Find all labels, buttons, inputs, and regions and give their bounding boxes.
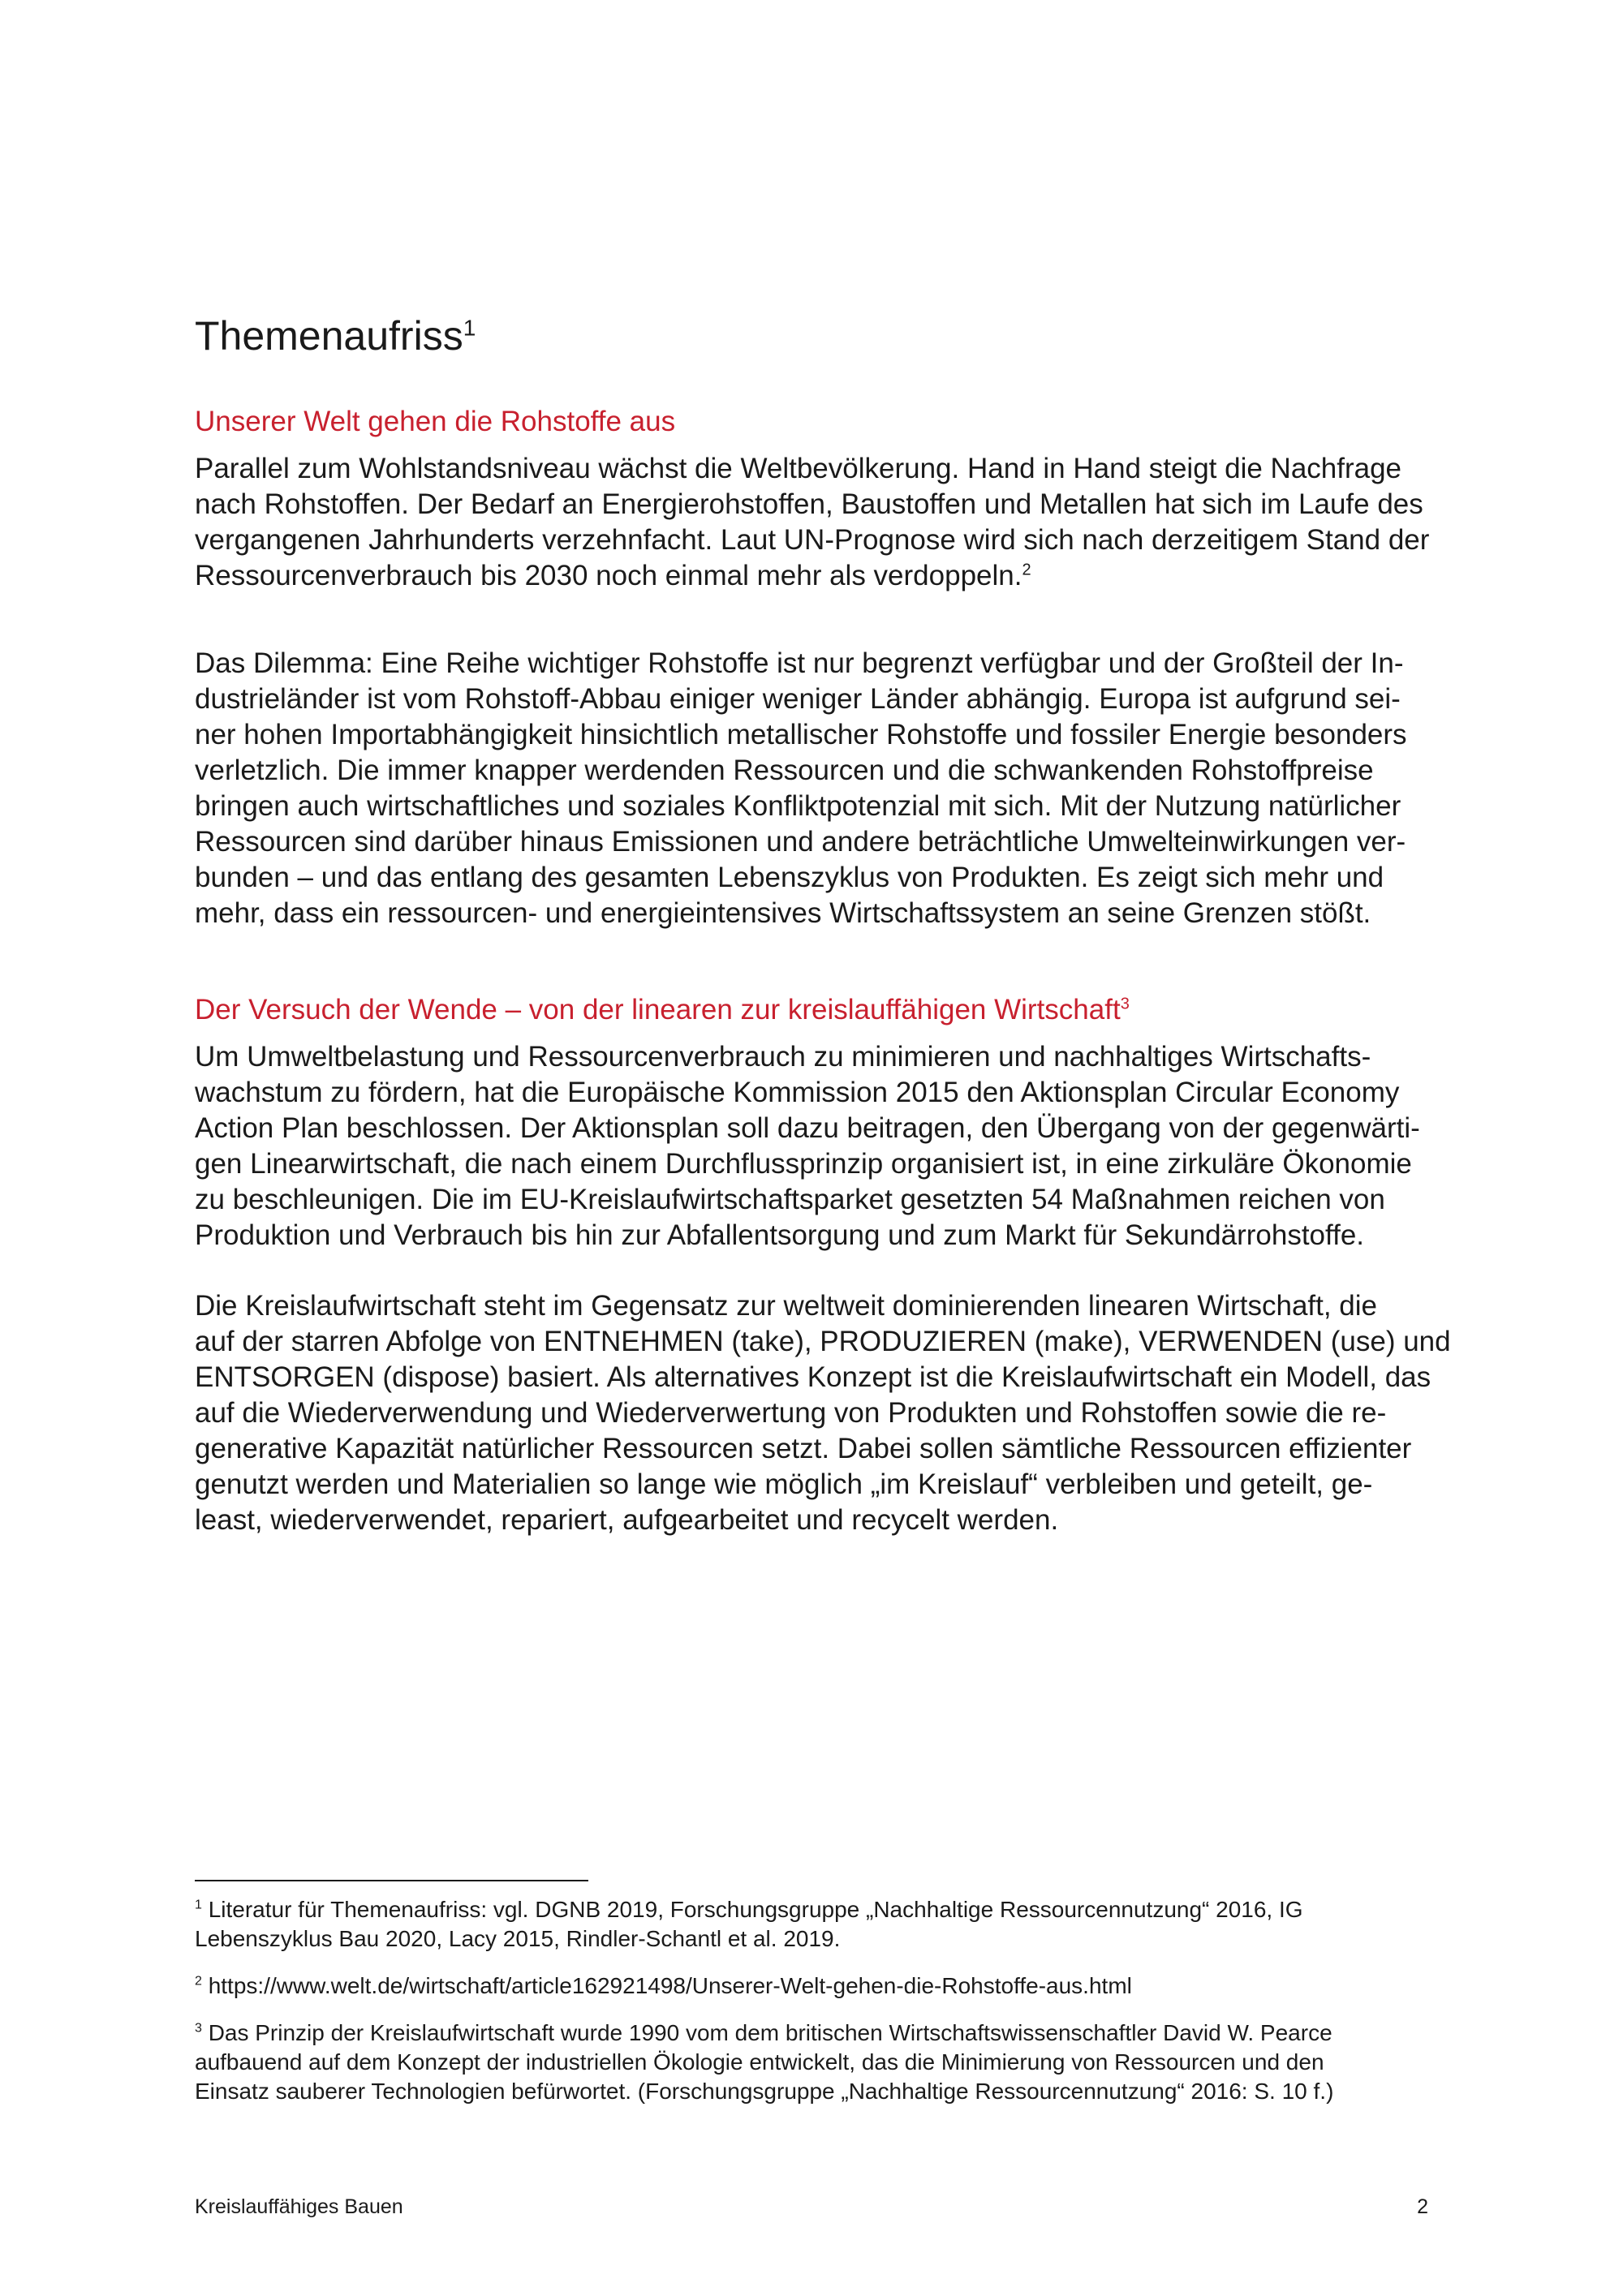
text-line	[195, 1895, 1428, 1924]
footnote-link[interactable]: https://www.welt.de/wirtschaft/article162921498/Unserer-Welt-gehen-die-Rohstoffe-aus.html	[208, 1973, 1132, 1998]
paragraph-dilemma	[195, 646, 1428, 931]
text-line: auf der starren Abfolge von ENTNEHMEN (take), PRODUZIEREN (make), VERWENDEN (use) und	[195, 1326, 1451, 1357]
text-line: mehr, dass ein ressourcen- und energieintensives Wirtschaftssystem an seine Grenzen stößt.	[195, 897, 1371, 929]
text-line: Parallel zum Wohlstandsniveau wächst die Weltbevölkerung. Hand in Hand steigt die Nachfrage	[195, 453, 1402, 484]
footnote-number: 1	[195, 1898, 202, 1912]
text-line: wachstum zu fördern, hat die Europäische Kommission 2015 den Aktionsplan Circular Economy	[195, 1077, 1400, 1108]
text-line: nach Rohstoffen. Der Bedarf an Energierohstoffen, Baustoffen und Metallen hat sich im Laufe des	[195, 488, 1423, 520]
page-title-text: Themenaufriss	[195, 313, 463, 359]
text-line: vergangenen Jahrhunderts verzehnfacht. Laut UN-Prognose wird sich nach derzeitigem Stand der	[195, 524, 1430, 556]
text-line: Lebenszyklus Bau 2020, Lacy 2015, Rindler-Schantl et al. 2019.	[195, 1926, 841, 1951]
text-line-content: Das Prinzip der Kreislaufwirtschaft wurde 1990 vom dem britischen Wirtschaftswissenschaftler David W. Pearce	[208, 2020, 1332, 2045]
text-line: ner hohen Importabhängigkeit hinsichtlich metallischer Rohstoffe und fossiler Energie besonders	[195, 719, 1407, 750]
text-line: bunden – und das entlang des gesamten Lebenszyklus von Produkten. Es zeigt sich mehr und	[195, 862, 1384, 893]
section-heading-circular-economy	[195, 994, 1130, 1026]
text-line: Action Plan beschlossen. Der Aktionsplan soll dazu beitragen, den Übergang von der gegenwärti-	[195, 1112, 1420, 1144]
footnote-separator	[195, 1880, 588, 1881]
paragraph-circular-economy-concept	[195, 1288, 1451, 1538]
text-line: verletzlich. Die immer knapper werdenden Ressourcen und die schwankenden Rohstoffpreise	[195, 755, 1374, 786]
text-line: generative Kapazität natürlicher Ressourcen setzt. Dabei sollen sämtliche Ressourcen effizienter	[195, 1433, 1412, 1464]
text-line: ENTSORGEN (dispose) basiert. Als alternatives Konzept ist die Kreislaufwirtschaft ein Modell, das	[195, 1361, 1431, 1393]
footnote-number: 3	[195, 2021, 202, 2036]
text-line: bringen auch wirtschaftliches und soziales Konfliktpotenzial mit sich. Mit der Nutzung natürlicher	[195, 790, 1401, 822]
page-title	[195, 312, 476, 359]
text-line	[195, 2019, 1428, 2048]
text-line-content: Literatur für Themenaufriss: vgl. DGNB 2019, Forschungsgruppe „Nachhaltige Ressourcennutzung“ 2016, IG	[208, 1897, 1303, 1922]
text-line: Ressourcen sind darüber hinaus Emissionen und andere beträchtliche Umwelteinwirkungen ver-	[195, 826, 1406, 858]
text-line-content: Ressourcenverbrauch bis 2030 noch einmal mehr als verdoppeln.	[195, 560, 1022, 591]
footnote-ref-2[interactable]: 2	[1022, 561, 1031, 579]
text-line	[195, 558, 1428, 594]
text-line: gen Linearwirtschaft, die nach einem Durchflussprinzip organisiert ist, in eine zirkuläre Ökonomie	[195, 1148, 1412, 1180]
text-line	[195, 1971, 1428, 2001]
footnote-3	[195, 2019, 1428, 2106]
text-line: aufbauend auf dem Konzept der industriellen Ökologie entwickelt, das die Minimierung von Ressourcen und den	[195, 2049, 1324, 2075]
footer-document-title: Kreislauffähiges Bauen	[195, 2195, 403, 2218]
text-line: Einsatz sauberer Technologien befürwortet. (Forschungsgruppe „Nachhaltige Ressourcennutzung“ 2016: S. 10 f.)	[195, 2079, 1334, 2104]
footnote-ref-1[interactable]: 1	[463, 315, 476, 341]
text-line: Um Umweltbelastung und Ressourcenverbrauch zu minimieren und nachhaltiges Wirtschafts-	[195, 1041, 1371, 1073]
text-line: auf die Wiederverwendung und Wiederverwertung von Produkten und Rohstoffen sowie die re-	[195, 1397, 1387, 1429]
footnote-2	[195, 1971, 1428, 2001]
text-line: Produktion und Verbrauch bis hin zur Abfallentsorgung und zum Markt für Sekundärrohstoffe.	[195, 1219, 1365, 1251]
text-line: Das Dilemma: Eine Reihe wichtiger Rohstoffe ist nur begrenzt verfügbar und der Großteil der In-	[195, 647, 1404, 679]
text-line: Die Kreislaufwirtschaft steht im Gegensatz zur weltweit dominierenden linearen Wirtschaft, die	[195, 1290, 1378, 1322]
paragraph-population-growth	[195, 451, 1428, 594]
footer-page-number: 2	[1417, 2195, 1428, 2218]
text-line: dustrieländer ist vom Rohstoff-Abbau einiger weniger Länder abhängig. Europa ist aufgrund sei-	[195, 683, 1401, 715]
footnote-ref-3[interactable]: 3	[1120, 995, 1130, 1013]
section-heading-text: Der Versuch der Wende – von der linearen zur kreislauffähigen Wirtschaft	[195, 994, 1121, 1025]
text-line: least, wiederverwendet, repariert, aufgearbeitet und recycelt werden.	[195, 1504, 1059, 1536]
text-line: zu beschleunigen. Die im EU-Kreislaufwirtschaftsparket gesetzten 54 Maßnahmen reichen von	[195, 1184, 1385, 1215]
footnote-number: 2	[195, 1974, 202, 1989]
section-heading-resources: Unserer Welt gehen die Rohstoffe aus	[195, 406, 676, 437]
text-line: genutzt werden und Materialien so lange wie möglich „im Kreislauf“ verbleiben und geteilt, ge-	[195, 1468, 1373, 1500]
paragraph-action-plan	[195, 1039, 1428, 1253]
footnote-1	[195, 1895, 1428, 1954]
